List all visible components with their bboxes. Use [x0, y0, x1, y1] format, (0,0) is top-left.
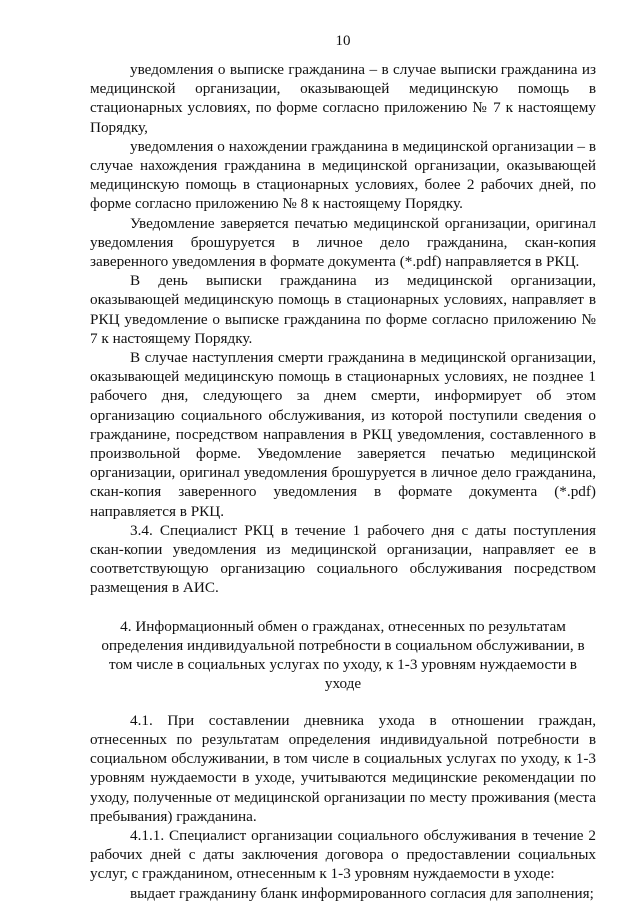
page-number: 10	[335, 33, 351, 49]
paragraph-notice-certification: Уведомление заверяется печатью медицинской организации, оригинал уведомления брошуруется в личное дело гражданина, скан-копия заверенного уведомления в формате документа (*.pdf) направляется в РКЦ.	[90, 214, 596, 271]
paragraph-stay-notice: уведомления о нахождении гражданина в медицинской организации – в случае нахождения гражданина в медицинской организации, оказывающей медицинскую помощь в стационарных условиях, более 2 рабочих дней, по форме согласно приложению № 8 к настоящему Порядку.	[90, 137, 596, 213]
paragraph-consent-form: выдает гражданину бланк информированного согласия для заполнения;	[130, 884, 594, 902]
paragraph-4-1-1: 4.1.1. Специалист организации социального обслуживания в течение 2 рабочих дней с даты заключения договора о предоставлении социальных услуг, с гражданином, отнесенным к 1-3 уровням нуждаемости в уходе:	[90, 826, 596, 883]
paragraph-discharge-notice: уведомления о выписке гражданина – в случае выписки гражданина из медицинской организации, оказывающей медицинскую помощь в стационарных условиях, по форме согласно приложению № 7 к настоящему Порядку,	[90, 61, 596, 136]
paragraph-4-1: 4.1. При составлении дневника ухода в отношении граждан, отнесенных по результатам определения индивидуальной потребности в социальном обслуживании, в том числе в социальных услугах по уходу, к 1-3 уровням нуждаемости в уходе, учитываются медицинские рекомендации по уходу, полученные от медицинской организации по месту проживания (места пребывания) гражданина.	[90, 711, 596, 825]
paragraph-death-case: В случае наступления смерти гражданина в медицинской организации, оказывающей медицинскую помощь в стационарных условиях, не позднее 1 рабочего дня, следующего за днем смерти, информирует об этом организацию социального обслуживания, из которой поступили сведения о гражданине, посредством направления в РКЦ уведомления, составленного в произвольной форме. Уведомление заверяется печатью медицинской организации, оригинал уведомления брошуруется в личное дело гражданина, скан-копия заверенного уведомления в формате документа (*.pdf) направляется в РКЦ.	[90, 349, 596, 520]
paragraph-discharge-day: В день выписки гражданина из медицинской организации, оказывающей медицинскую помощь в стационарных условиях, направляет в РКЦ уведомление о выписке гражданина по форме согласно приложению № 7 к настоящему Порядку.	[90, 272, 596, 347]
section-4-heading: 4. Информационный обмен о гражданах, отнесенных по результатам определения индивидуальной потребности в социальном обслуживании, в том числе в социальных услугах по уходу, к 1-3 уровням нуждаемости в уходе	[101, 617, 585, 692]
document-page	[90, 32, 596, 903]
paragraph-3-4: 3.4. Специалист РКЦ в течение 1 рабочего дня с даты поступления скан-копии уведомления из медицинской организации, направляет ее в соответствующую организацию социального обслуживания посредством размещения в АИС.	[90, 521, 596, 597]
